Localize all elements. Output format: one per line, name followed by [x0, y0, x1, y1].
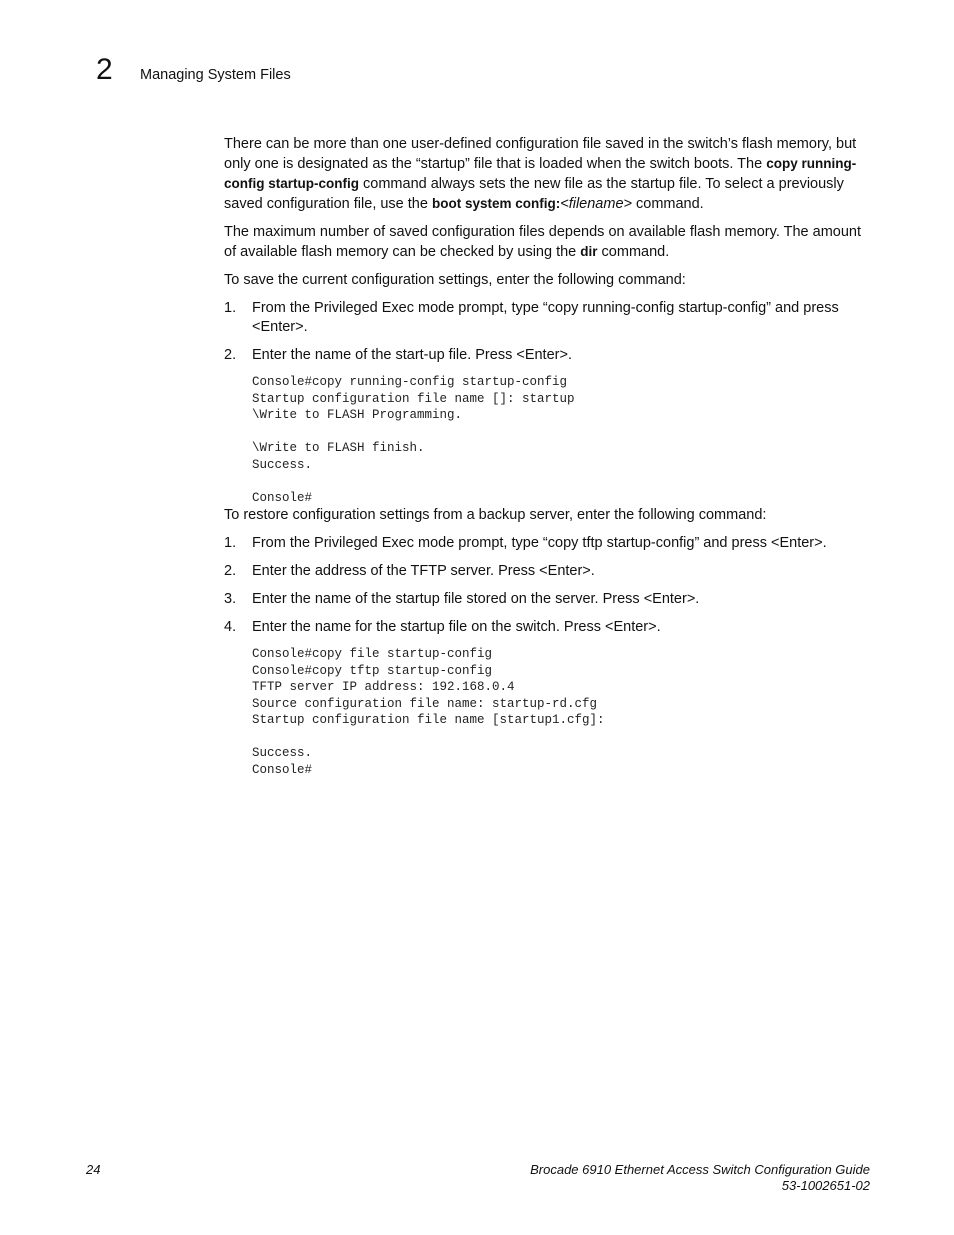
step-text: Enter the name of the startup file stored on the server. Press <Enter>. [252, 591, 700, 607]
intro-text: command always sets the new file as the startup file. To select a previously saved configuration file, use the [224, 176, 844, 212]
restore-steps-list [224, 534, 872, 637]
restore-code-block: Console#copy file startup-config Console#copy tftp startup-config TFTP server IP address: 192.168.0.4 Source configuration file name: startup-rd.cfg Startup configuration file name [startup1.cfg]: Success. Console# [252, 647, 605, 777]
step-number: 2. [224, 563, 237, 579]
list-item [224, 346, 872, 365]
chapter-title: Managing System Files [140, 67, 291, 83]
command-parameter: <filename> [560, 196, 632, 212]
document-number: 53-1002651-02 [781, 1178, 870, 1193]
page-content [224, 135, 872, 778]
intro-paragraph-1 [224, 135, 872, 214]
step-text: Enter the name of the start-up file. Press <Enter>. [252, 347, 572, 363]
page-number: 24 [86, 1162, 101, 1177]
save-intro: To save the current configuration settings, enter the following command: [224, 272, 686, 288]
list-item [224, 562, 872, 581]
save-steps-list [224, 299, 872, 365]
list-item [224, 299, 872, 337]
intro-text: The maximum number of saved configuration files depends on available flash memory. The amount of available flash memory can be checked by using the [224, 224, 861, 260]
step-text: Enter the name for the startup file on the switch. Press <Enter>. [252, 619, 661, 635]
step-number: 1. [224, 300, 237, 316]
step-text: From the Privileged Exec mode prompt, type “copy tftp startup-config” and press <Enter>. [252, 535, 827, 551]
intro-text: command. [597, 244, 670, 260]
chapter-number: 2 [96, 53, 113, 86]
guide-title: Brocade 6910 Ethernet Access Switch Configuration Guide [530, 1162, 870, 1177]
save-code-block: Console#copy running-config startup-config Startup configuration file name []: startup \Write to FLASH Programming. \Write to FLASH finish. Success. Console# [252, 375, 575, 505]
command-boot-system-config: boot system config: [431, 196, 561, 211]
list-item [224, 534, 872, 553]
step-number: 2. [224, 347, 237, 363]
list-item [224, 590, 872, 609]
step-number: 3. [224, 591, 237, 607]
intro-text: command. [631, 196, 704, 212]
step-number: 4. [224, 619, 237, 635]
restore-intro: To restore configuration settings from a backup server, enter the following command: [224, 507, 767, 523]
intro-paragraph-2 [224, 223, 872, 262]
page-footer [530, 1162, 870, 1194]
command-copy-running-config: copy running-config startup-config [224, 156, 857, 191]
step-text: Enter the address of the TFTP server. Press <Enter>. [252, 563, 595, 579]
intro-text: There can be more than one user-defined configuration file saved in the switch’s flash memory, but only one is designated as the “startup” file that is loaded when the switch boots. The [224, 136, 857, 172]
list-item [224, 618, 872, 637]
command-dir: dir [580, 244, 598, 259]
step-text: From the Privileged Exec mode prompt, type “copy running-config startup-config” and press <Enter>. [252, 300, 839, 335]
step-number: 1. [224, 535, 237, 551]
